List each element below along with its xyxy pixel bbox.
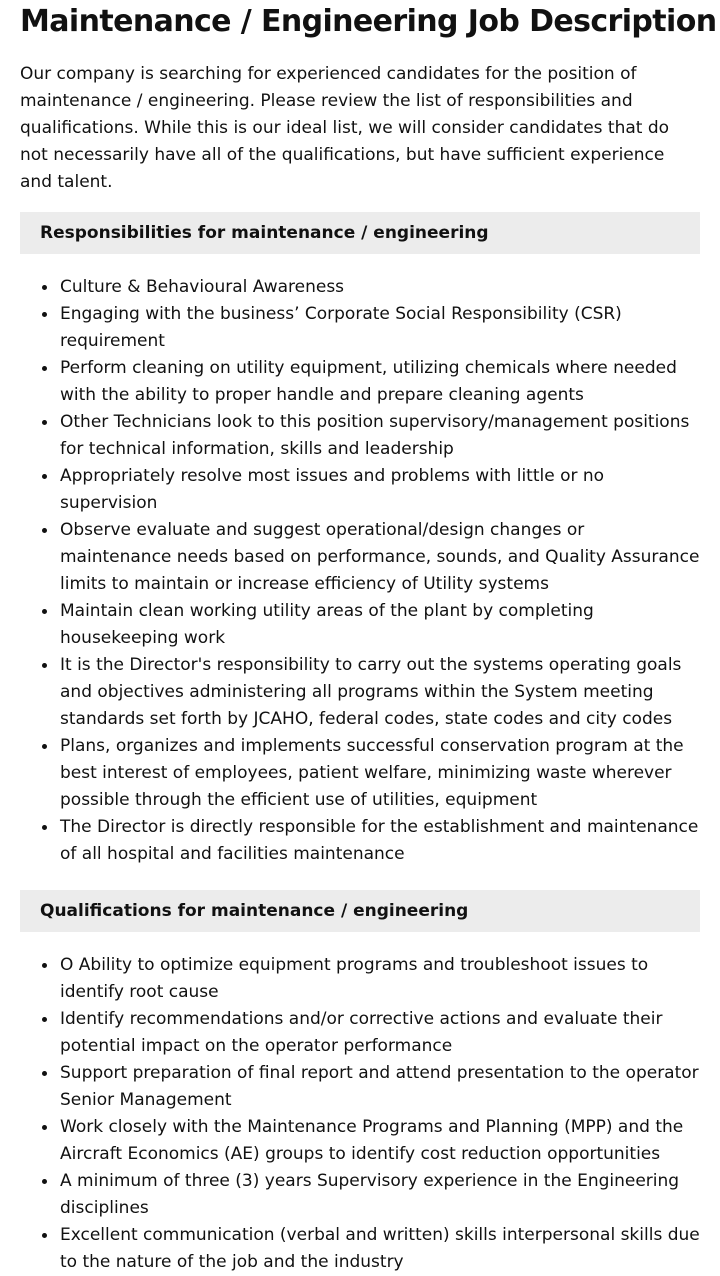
list-item: Observe evaluate and suggest operational/design changes or maintenance needs based on performance, sounds, and Quality Assurance limits to maintain or increase efficiency of Utility systems <box>60 517 700 598</box>
list-item: Excellent communication (verbal and written) skills interpersonal skills due to the nature of the job and the industry <box>60 1222 700 1276</box>
list-item: A minimum of three (3) years Supervisory experience in the Engineering disciplines <box>60 1168 700 1222</box>
list-item: Engaging with the business’ Corporate Social Responsibility (CSR) requirement <box>60 301 700 355</box>
list-item: Perform cleaning on utility equipment, utilizing chemicals where needed with the ability to proper handle and prepare cleaning agents <box>60 355 700 409</box>
qualifications-heading: Qualifications for maintenance / engineering <box>20 890 700 932</box>
list-item: Work closely with the Maintenance Programs and Planning (MPP) and the Aircraft Economics (AE) groups to identify cost reduction opportunities <box>60 1114 700 1168</box>
list-item: Identify recommendations and/or corrective actions and evaluate their potential impact on the operator performance <box>60 1006 700 1060</box>
list-item: Plans, organizes and implements successful conservation program at the best interest of employees, patient welfare, minimizing waste wherever possible through the efficient use of utilities, equipment <box>60 733 700 814</box>
page-title: Maintenance / Engineering Job Description <box>20 4 717 39</box>
qualifications-list <box>20 952 700 1276</box>
list-item: The Director is directly responsible for the establishment and maintenance of all hospital and facilities maintenance <box>60 814 700 868</box>
intro-paragraph: Our company is searching for experienced candidates for the position of maintenance / engineering. Please review the list of responsibilities and qualifications. While this is our ideal list, we will consider candidates that do not necessarily have all of the qualifications, but have sufficient experience and talent. <box>20 64 670 192</box>
list-item: Maintain clean working utility areas of the plant by completing housekeeping work <box>60 598 700 652</box>
list-item: Culture & Behavioural Awareness <box>60 274 700 301</box>
list-item: O Ability to optimize equipment programs and troubleshoot issues to identify root cause <box>60 952 700 1006</box>
list-item: Appropriately resolve most issues and problems with little or no supervision <box>60 463 700 517</box>
responsibilities-list <box>20 274 700 868</box>
list-item: Support preparation of final report and attend presentation to the operator Senior Management <box>60 1060 700 1114</box>
list-item: Other Technicians look to this position supervisory/management positions for technical information, skills and leadership <box>60 409 700 463</box>
list-item: It is the Director's responsibility to carry out the systems operating goals and objectives administering all programs within the System meeting standards set forth by JCAHO, federal codes, state codes and city codes <box>60 652 700 733</box>
responsibilities-heading: Responsibilities for maintenance / engineering <box>20 212 700 254</box>
